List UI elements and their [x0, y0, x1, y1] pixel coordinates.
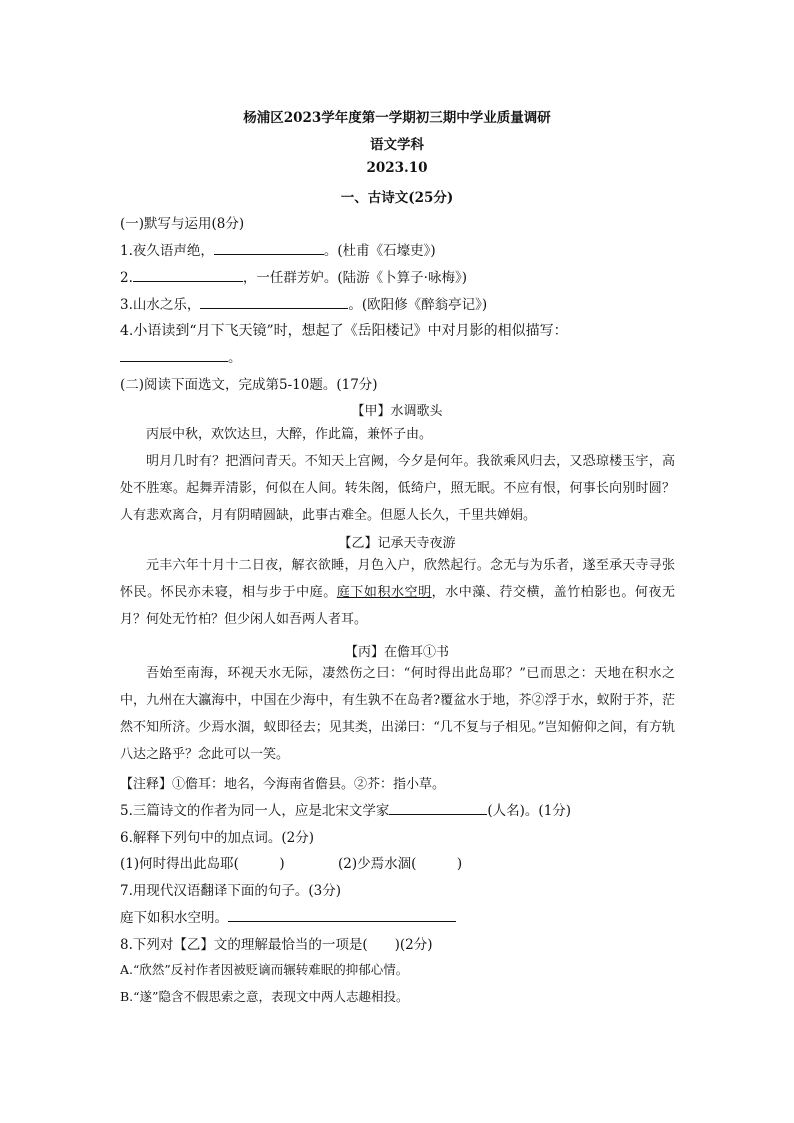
yi-underlined-sentence: 庭下如积水空明 [336, 585, 432, 600]
yi-body-b: ，水中藻、荇交横，盖竹柏影也。何夜无月？何处无竹柏？但少闲人如吾两人者耳。 [120, 585, 675, 627]
question-7-sentence [120, 906, 456, 926]
bing-body: 吾始至南海，环视天水无际，凄然伤之曰：“何时得出此岛耶？”已而思之：天地在积水之中，九州在大瀛海中，中国在少海中，有生孰不在岛者?覆盆水于地，芥②浮于水，蚁附于芥，茫然不知所济。少焉水涸，蚁即径去；见其类，出涕曰：“几不复与子相见。”岂知俯仰之间，有方轨八达之路乎？念此可以一笑。 [120, 666, 675, 762]
subject-label: 语文学科 [370, 137, 424, 153]
yi-body [120, 552, 675, 633]
part2-heading: (二)阅读下面选文，完成第5-10题。(17分) [120, 377, 378, 393]
q3-prefix: 3.山水之乐， [120, 297, 201, 313]
exam-title: 杨浦区2023学年度第一学期初三期中学业质量调研 [243, 110, 551, 126]
question-6a: (1)何时得出此岛耶( ) [120, 856, 285, 872]
question-8: 8.下列对【乙】文的理解最恰当的一项是( )(2分) [120, 937, 433, 953]
q4-blank [120, 347, 228, 362]
q1-blank [214, 240, 324, 255]
q1-prefix: 1.夜久语声绝， [120, 243, 214, 259]
question-6: 6.解释下列句中的加点词。(2分) [120, 830, 315, 846]
yi-title: 【乙】记承天寺夜游 [338, 536, 456, 551]
q5-suffix: (人名)。(1分) [487, 803, 572, 819]
jia-preface: 丙辰中秋，欢饮达旦，大醉，作此篇，兼怀子由。 [146, 427, 433, 442]
question-4: 4.小语读到“月下飞天镜”时，想起了《岳阳楼记》中对月影的相似描写： [120, 323, 568, 339]
q8-option-a: A.“欣然”反衬作者因被贬谪而辗转难眠的抑郁心情。 [120, 962, 409, 977]
question-6b: (2)少焉水涸( ) [338, 856, 463, 872]
q2-blank [133, 267, 243, 282]
section-heading: 一、古诗文(25分) [340, 190, 454, 206]
jia-body: 明月几时有？把酒问青天。不知天上宫阙，今夕是何年。我欲乘风归去，又恐琼楼玉宇，高处不胜寒。起舞弄清影，何似在人间。转朱阁，低绮户，照无眠。不应有恨，何事长向别时圆？人有悲欢离合，月有阴晴圆缺，此事古难全。但愿人长久，千里共婵娟。 [120, 454, 675, 523]
question-4-answer [120, 346, 242, 366]
annotation-note: 【注释】①儋耳：地名，今海南省儋县。②芥：指小草。 [120, 777, 446, 792]
q2-prefix: 2. [120, 270, 133, 286]
q3-suffix: 。(欧阳修《醉翁亭记》) [348, 297, 488, 313]
q7-sentence-text: 庭下如积水空明。 [120, 910, 228, 926]
exam-date: 2023.10 [366, 160, 428, 176]
q5-blank [389, 800, 487, 815]
question-7: 7.用现代汉语翻译下面的句子。(3分) [120, 883, 342, 899]
question-2 [120, 266, 467, 286]
question-5 [120, 799, 571, 819]
bing-title: 【丙】在儋耳①书 [344, 645, 449, 660]
q2-suffix: ，一任群芳妒。(陆游《卜算子·咏梅》) [242, 270, 467, 286]
part1-heading: (一)默写与运用(8分) [120, 216, 245, 232]
q5-prefix: 5.三篇诗文的作者为同一人，应是北宋文学家 [120, 803, 390, 819]
q7-blank [228, 907, 456, 922]
q4-end: 。 [228, 350, 242, 366]
question-1 [120, 239, 436, 259]
yi-body-a: 元丰六年十月十二日夜，解衣欲睡，月色入户，欣然起行。念无与为乐者，遂至承天寺寻张怀民。怀民亦未寝，相与步于中庭。 [120, 558, 675, 600]
q3-blank [200, 294, 348, 309]
q8-option-b: B.“遂”隐含不假思索之意，表现文中两人志趣相投。 [120, 989, 409, 1004]
q1-suffix: 。(杜甫《石壕吏》) [323, 243, 436, 259]
question-3 [120, 293, 487, 313]
yi-text [120, 552, 675, 633]
jia-text [120, 421, 675, 529]
bing-text [120, 660, 675, 768]
jia-title: 【甲】水调歌头 [351, 404, 443, 419]
